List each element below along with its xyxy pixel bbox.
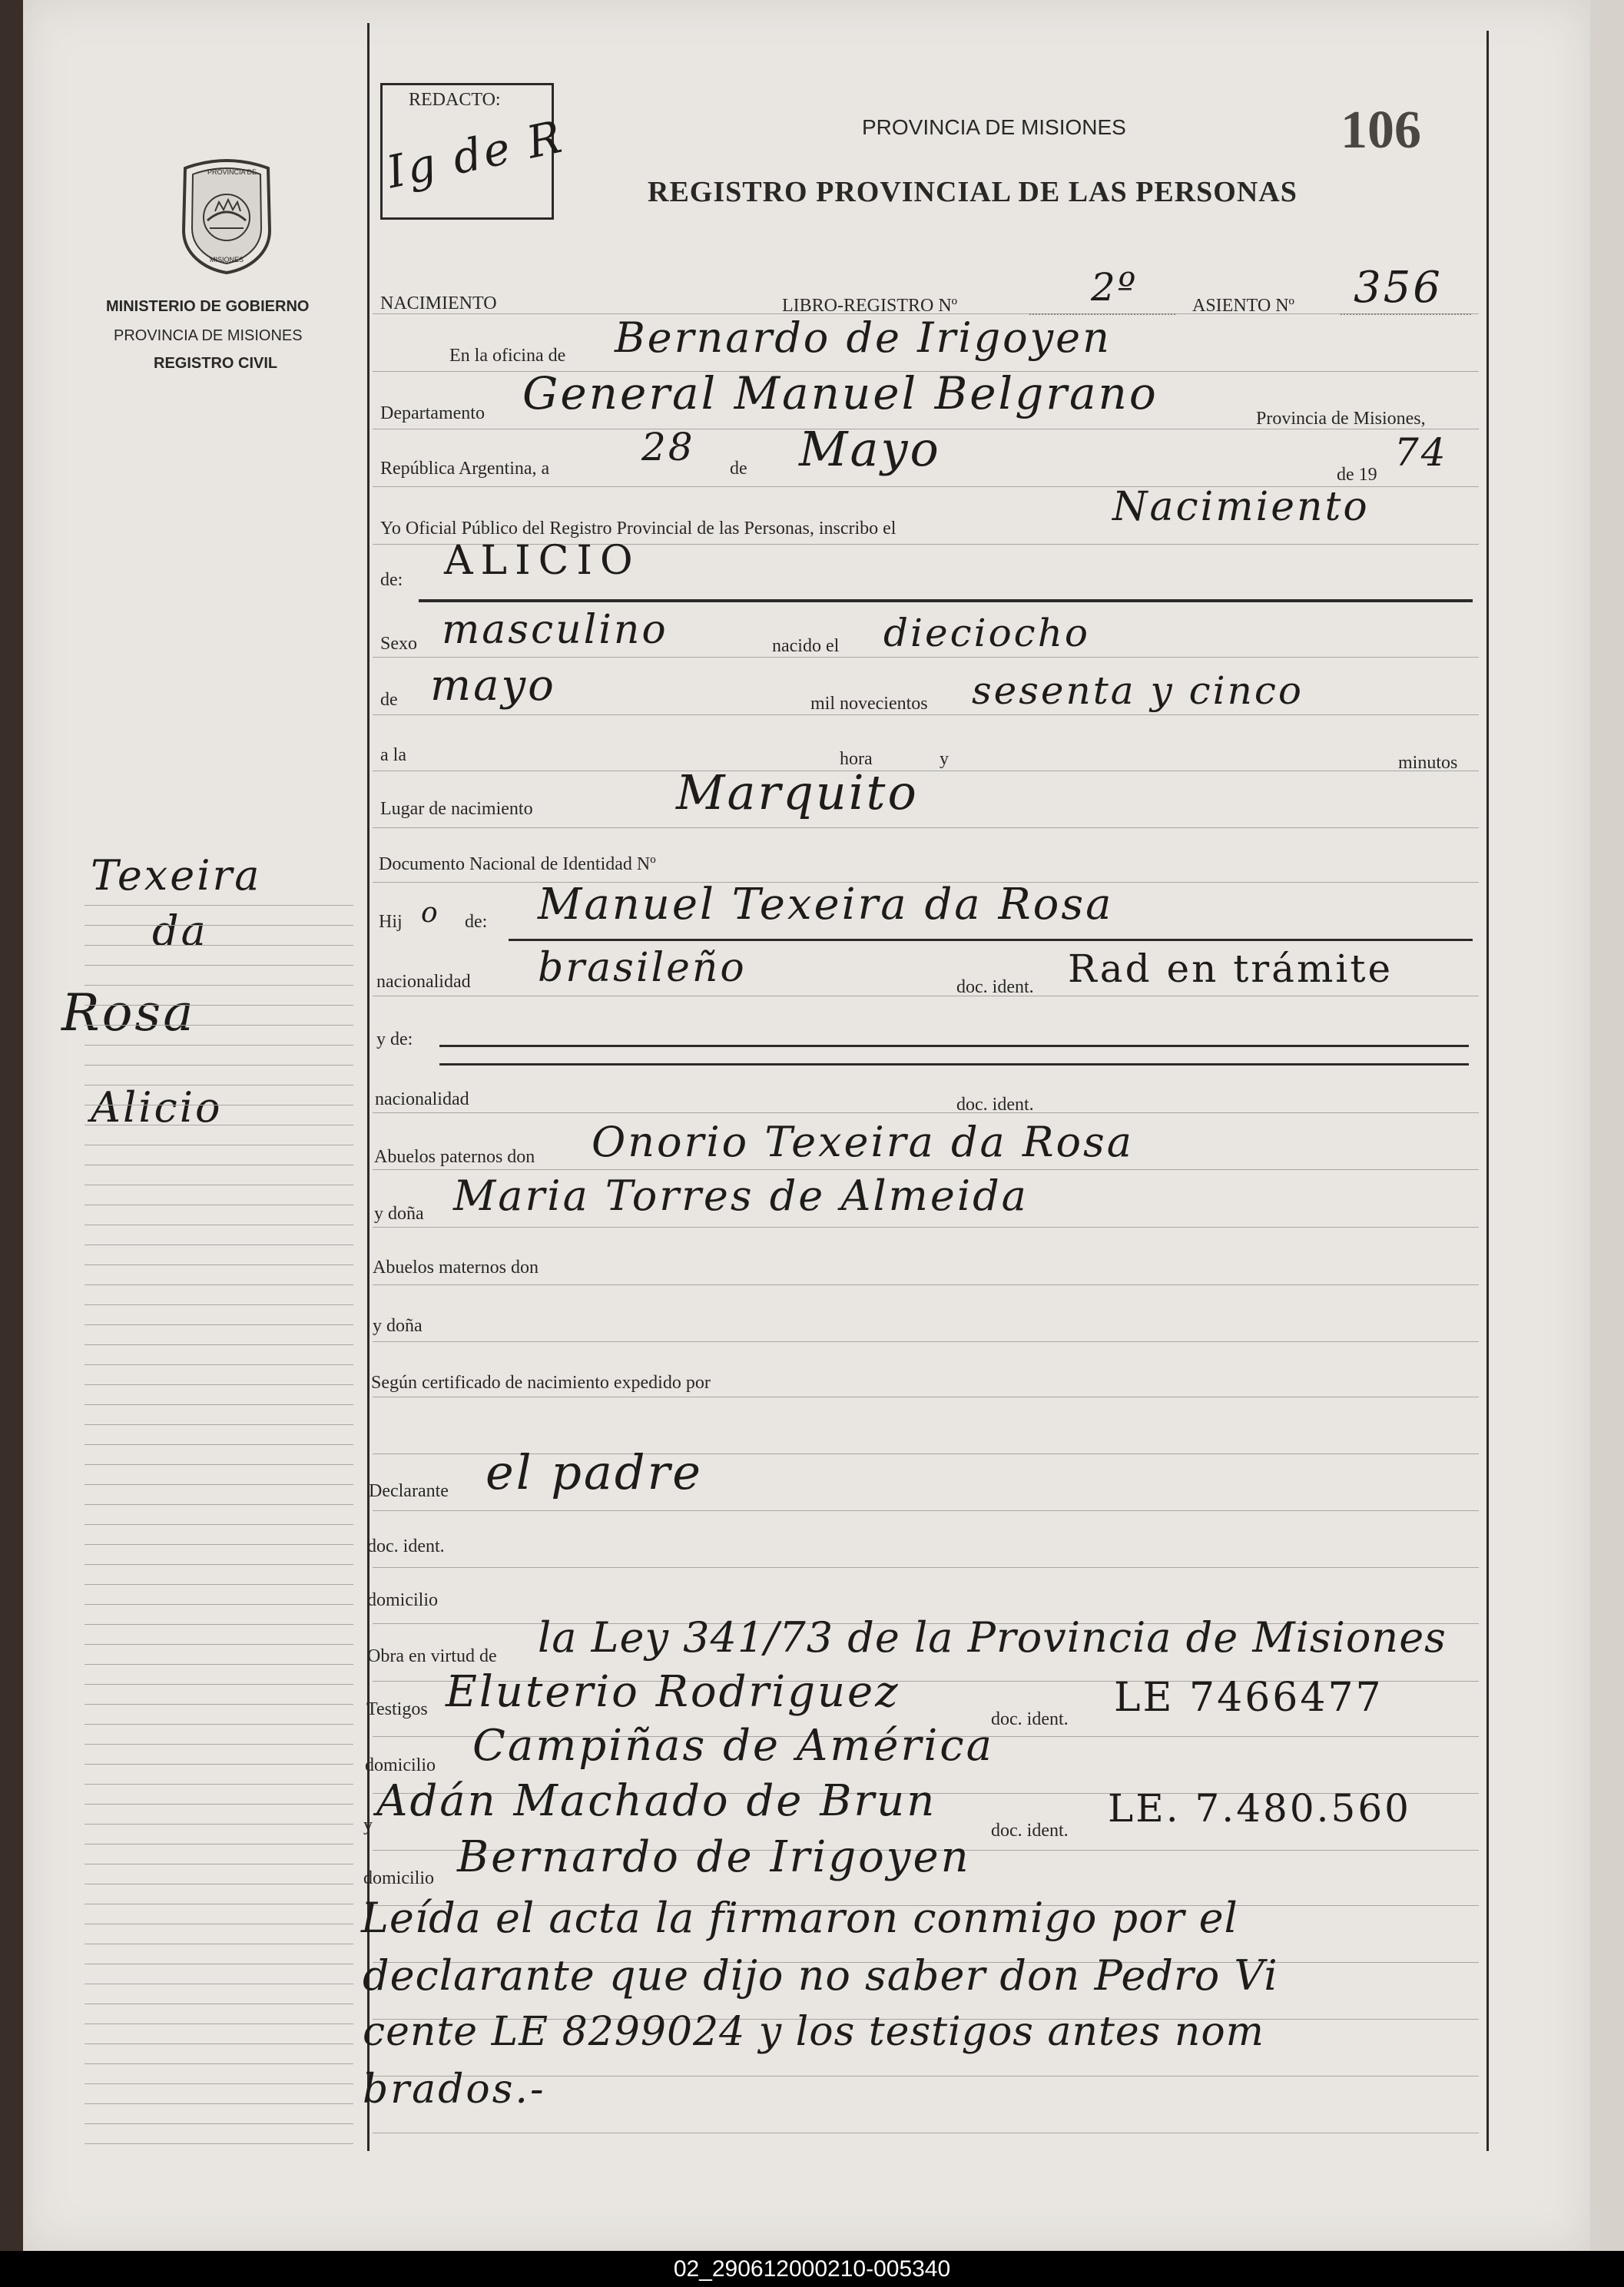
testigo1-value: Eluterio Rodriguez xyxy=(446,1667,900,1717)
margin-rule-line xyxy=(85,2123,353,2124)
abuelo-pat-value: Onorio Texeira da Rosa xyxy=(592,1118,1134,1166)
father-value: Manuel Texeira da Rosa xyxy=(538,880,1114,930)
margin-rule-line xyxy=(85,1844,353,1845)
mother-label: y de: xyxy=(376,1029,413,1049)
hijo-label: Hij xyxy=(379,912,403,932)
oficina-value: Bernardo de Irigoyen xyxy=(615,313,1112,362)
margin-rule-line xyxy=(85,2143,353,2144)
page-edge xyxy=(1590,0,1624,2251)
year-label: de 19 xyxy=(1337,465,1377,485)
body-rule-line xyxy=(373,827,1479,828)
margin-rule-line xyxy=(85,1744,353,1745)
testigo2-y-label: y xyxy=(363,1815,373,1835)
month-value: Mayo xyxy=(799,421,941,477)
margin-rule-line xyxy=(85,1684,353,1685)
birth-de-label: de xyxy=(380,690,398,710)
inscribo-value: Nacimiento xyxy=(1112,484,1370,530)
ministry-line1: MINISTERIO DE GOBIERNO xyxy=(106,298,310,315)
testigo1-doc-label: doc. ident. xyxy=(991,1709,1069,1729)
abuela-pat-value: Maria Torres de Almeida xyxy=(453,1172,1029,1220)
abuelos-mat-label: Abuelos maternos don xyxy=(373,1258,539,1278)
margin-rule-line xyxy=(85,1804,353,1805)
segun-label: Según certificado de nacimiento expedido por xyxy=(371,1373,711,1393)
body-rule-line xyxy=(373,714,1479,715)
oficina-label: En la oficina de xyxy=(449,346,566,366)
margin-rule-line xyxy=(85,2023,353,2024)
page-number: 106 xyxy=(1341,101,1421,160)
body-rule-line xyxy=(373,1284,1479,1285)
seal-text-top: PROVINCIA DE xyxy=(207,168,257,176)
testigo2-dom-label: domicilio xyxy=(363,1868,434,1888)
testigo1-doc-value: LE 7466477 xyxy=(1114,1675,1384,1721)
sexo-value: masculino xyxy=(442,607,668,653)
birth-year-value: sesenta y cinco xyxy=(972,668,1304,713)
dni-label: Documento Nacional de Identidad Nº xyxy=(379,854,656,874)
margin-rule-line xyxy=(85,1704,353,1705)
margin-rule-line xyxy=(85,1344,353,1345)
testigo2-value: Adán Machado de Brun xyxy=(376,1776,937,1826)
margin-rule-line xyxy=(85,1424,353,1425)
departamento-value: General Manuel Belgrano xyxy=(522,367,1158,419)
nacido-value: dieciocho xyxy=(883,611,1090,655)
testigo2-doc-label: doc. ident. xyxy=(991,1821,1069,1841)
closing-line3: cente LE 8299024 y los testigos antes nom xyxy=(363,2009,1264,2055)
body-rule-line xyxy=(373,1341,1479,1342)
y-label: y xyxy=(940,749,949,769)
provincia-label: Provincia de Misiones, xyxy=(1256,409,1426,429)
sexo-label: Sexo xyxy=(380,634,417,654)
name-de-label: de: xyxy=(380,570,403,590)
body-rule-line xyxy=(373,1567,1479,1568)
redacto-box xyxy=(380,83,568,220)
margin-rule-line xyxy=(85,2043,353,2044)
margin-rule-line xyxy=(85,1384,353,1385)
margin-rule-line xyxy=(85,1404,353,1405)
redacto-value: Ig de R xyxy=(382,110,568,199)
margin-rule-line xyxy=(85,1045,353,1046)
body-rule-line xyxy=(373,1169,1479,1170)
birth-month-value: mayo xyxy=(430,661,556,711)
body-rule-line xyxy=(373,1112,1479,1113)
registry-title: REGISTRO PROVINCIAL DE LAS PERSONAS xyxy=(648,176,1298,208)
margin-rule-line xyxy=(85,905,353,906)
margin-rule-line xyxy=(85,1764,353,1765)
ydona-mat-label: y doña xyxy=(373,1316,423,1336)
day-value: 28 xyxy=(641,425,695,469)
margin-rule-line xyxy=(85,1724,353,1725)
margin-note-line2: da xyxy=(152,907,208,955)
ministry-line3: REGISTRO CIVIL xyxy=(154,355,278,372)
declarante-dom-label: domicilio xyxy=(367,1590,438,1610)
hijo-suffix: o xyxy=(421,897,440,929)
margin-rule-line xyxy=(85,1324,353,1325)
margin-rule-line xyxy=(85,945,353,946)
margin-rule-line xyxy=(85,1444,353,1445)
closing-line1: Leída el acta la firmaron conmigo por el xyxy=(361,1894,1238,1942)
margin-rule-line xyxy=(85,1484,353,1485)
margin-rule-line xyxy=(85,1264,353,1265)
margin-rule-line xyxy=(85,1544,353,1545)
margin-rule-line xyxy=(85,985,353,986)
departamento-label: Departamento xyxy=(380,403,485,423)
margin-rule-line xyxy=(85,1025,353,1026)
declarante-value: el padre xyxy=(486,1444,703,1500)
closing-line2: declarante que dijo no saber don Pedro Vi xyxy=(363,1951,1278,2000)
lugar-label: Lugar de nacimiento xyxy=(380,799,533,819)
mother-nat-label: nacionalidad xyxy=(375,1089,469,1109)
margin-rule-line xyxy=(85,925,353,926)
ministry-line2: PROVINCIA DE MISIONES xyxy=(114,327,303,344)
obra-value: la Ley 341/73 de la Provincia de Misiones xyxy=(538,1613,1447,1662)
closing-line4: brados.- xyxy=(363,2067,546,2113)
abuelos-pat-label: Abuelos paternos don xyxy=(374,1147,535,1167)
testigo2-doc-value: LE. 7.480.560 xyxy=(1108,1786,1411,1831)
republica-label: República Argentina, a xyxy=(380,459,550,479)
right-margin-rule xyxy=(1486,31,1489,2151)
father-nat-label: nacionalidad xyxy=(376,972,471,992)
margin-note-line3: Rosa xyxy=(61,983,196,1042)
margin-rule-line xyxy=(85,1524,353,1525)
nacido-label: nacido el xyxy=(772,636,840,656)
ydona-pat-label: y doña xyxy=(374,1204,424,1224)
margin-rule-line xyxy=(85,1604,353,1605)
margin-note-line4: Alicio xyxy=(91,1083,223,1132)
margin-rule-line xyxy=(85,1005,353,1006)
margin-rule-line xyxy=(85,2083,353,2084)
hora-label: hora xyxy=(840,749,873,769)
record-type-label: NACIMIENTO xyxy=(380,293,497,313)
ala-label: a la xyxy=(380,745,406,765)
body-rule-line xyxy=(373,1227,1479,1228)
redacto-label: REDACTO: xyxy=(409,90,501,110)
mil-label: mil novecientos xyxy=(810,694,928,714)
libro-label: LIBRO-REGISTRO Nº xyxy=(782,296,958,316)
testigos-label: Testigos xyxy=(366,1699,428,1719)
margin-rule-line xyxy=(85,1784,353,1785)
father-nat-value: brasileño xyxy=(538,945,747,991)
minutos-label: minutos xyxy=(1398,753,1458,773)
margin-rule-line xyxy=(85,1824,353,1825)
margin-rule-line xyxy=(85,2103,353,2104)
testigo1-dom-label: domicilio xyxy=(365,1755,436,1775)
lugar-value: Marquito xyxy=(676,764,919,820)
province-seal xyxy=(173,157,280,277)
margin-rule-line xyxy=(85,965,353,966)
testigo1-dom-value: Campiñas de América xyxy=(472,1721,994,1771)
libro-value: 2º xyxy=(1091,265,1138,310)
margin-rule-line xyxy=(85,1364,353,1365)
body-rule-line xyxy=(373,657,1479,658)
margin-rule-line xyxy=(85,1284,353,1285)
oficial-label: Yo Oficial Público del Registro Provincial de las Personas, inscribo el xyxy=(380,519,897,539)
de-label: de xyxy=(730,459,747,479)
margin-rule-line xyxy=(85,1504,353,1505)
name-value: ALICIO xyxy=(444,538,641,584)
margin-rule-line xyxy=(85,1584,353,1585)
obra-label: Obra en virtud de xyxy=(367,1646,497,1666)
body-rule-line xyxy=(373,1510,1479,1511)
margin-rule-line xyxy=(85,1664,353,1665)
margin-rule-line xyxy=(85,2063,353,2064)
asiento-label: ASIENTO Nº xyxy=(1192,296,1294,316)
margin-note-line1: Texeira xyxy=(91,851,262,900)
testigo2-dom-value: Bernardo de Irigoyen xyxy=(457,1832,971,1882)
mother-doc-label: doc. ident. xyxy=(956,1095,1034,1115)
hijo-de-label: de: xyxy=(465,912,488,932)
declarante-label: Declarante xyxy=(369,1481,449,1501)
father-doc-value: Rad en trámite xyxy=(1068,946,1394,991)
province-title: PROVINCIA DE MISIONES xyxy=(862,115,1126,139)
margin-rule-line xyxy=(85,1464,353,1465)
year-value: 74 xyxy=(1394,430,1448,475)
asiento-value: 356 xyxy=(1354,263,1443,313)
margin-rule-line xyxy=(85,1304,353,1305)
seal-text-bottom: MISIONES xyxy=(210,256,244,264)
margin-rule-line xyxy=(85,1644,353,1645)
margin-rule-line xyxy=(85,1065,353,1066)
margin-rule-line xyxy=(85,1564,353,1565)
declarante-doc-label: doc. ident. xyxy=(367,1536,445,1556)
image-id-footer: 02_290612000210-005340 xyxy=(0,2251,1624,2287)
father-doc-label: doc. ident. xyxy=(956,977,1034,997)
margin-rule-line xyxy=(85,1624,353,1625)
